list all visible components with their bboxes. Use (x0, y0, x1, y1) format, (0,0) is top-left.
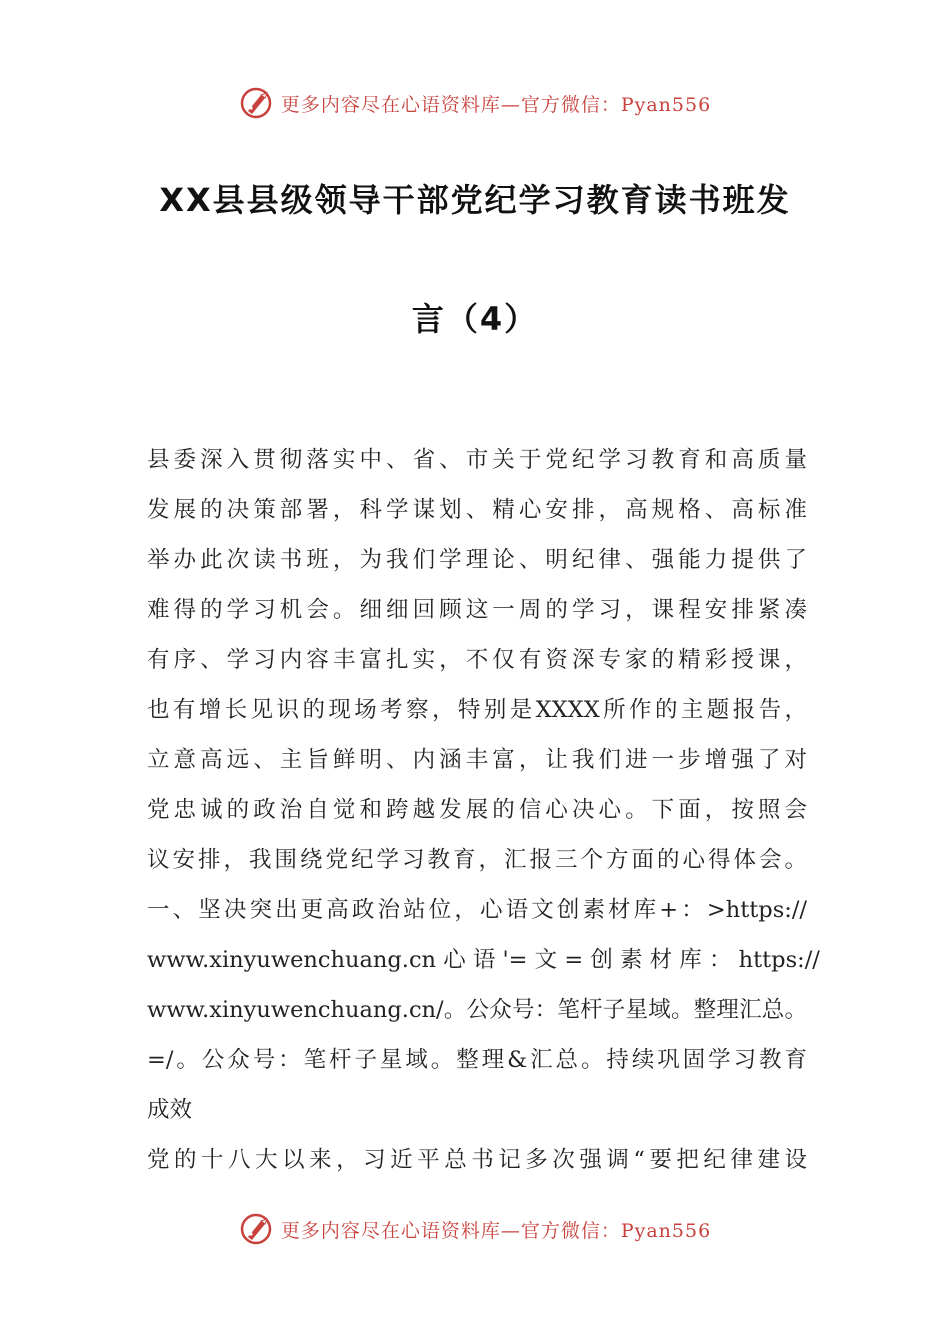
document-title-line-2: 言（4） (411, 300, 539, 338)
document-body (147, 435, 820, 1185)
watermark-text: 更多内容尽在心语资料库—官方微信：Pyan556 (280, 93, 712, 116)
watermark-text: 更多内容尽在心语资料库—官方微信：Pyan556 (280, 1219, 712, 1242)
body-line: =/。公众号：笔杆子星域。整理&汇总。持续巩固学习教育 (147, 1047, 807, 1073)
body-line: 党的十八大以来，习近平总书记多次强调“要把纪律建设 (147, 1147, 807, 1173)
watermark-banner-top (0, 85, 950, 121)
body-line: www.xinyuwenchuang.cn/。公众号：笔杆子星域。整理汇总。 (147, 997, 807, 1023)
body-line: 县委深入贯彻落实中、省、市关于党纪学习教育和高质量 (147, 447, 807, 473)
pen-nib-logo-icon (239, 1212, 273, 1246)
body-line: 党忠诚的政治自觉和跨越发展的信心决心。下面，按照会 (147, 797, 807, 823)
body-line: 成效 (147, 1097, 193, 1123)
body-line: 立意高远、主旨鲜明、内涵丰富，让我们进一步增强了对 (147, 747, 807, 773)
body-line: www.xinyuwenchuang.cn 心 语 '= 文 = 创 素 材 库 ： https:// (147, 947, 820, 973)
body-line: 发展的决策部署，科学谋划、精心安排，高规格、高标准 (147, 497, 807, 523)
body-line: 举办此次读书班，为我们学理论、明纪律、强能力提供了 (147, 547, 807, 573)
body-line: 难得的学习机会。细细回顾这一周的学习，课程安排紧凑 (147, 597, 807, 623)
pen-nib-logo-icon (239, 86, 273, 120)
body-line: 一、坚决突出更高政治站位，心语文创素材库+：>https:// (147, 897, 807, 923)
document-title-line-1: XX县县级领导干部党纪学习教育读书班发 (159, 181, 791, 219)
watermark-banner-bottom (0, 1211, 950, 1247)
body-line: 也有增长见识的现场考察，特别是XXXX所作的主题报告， (147, 697, 807, 723)
body-line: 有序、学习内容丰富扎实，不仅有资深专家的精彩授课， (147, 647, 807, 673)
body-line: 议安排，我围绕党纪学习教育，汇报三个方面的心得体会。 (147, 847, 807, 873)
